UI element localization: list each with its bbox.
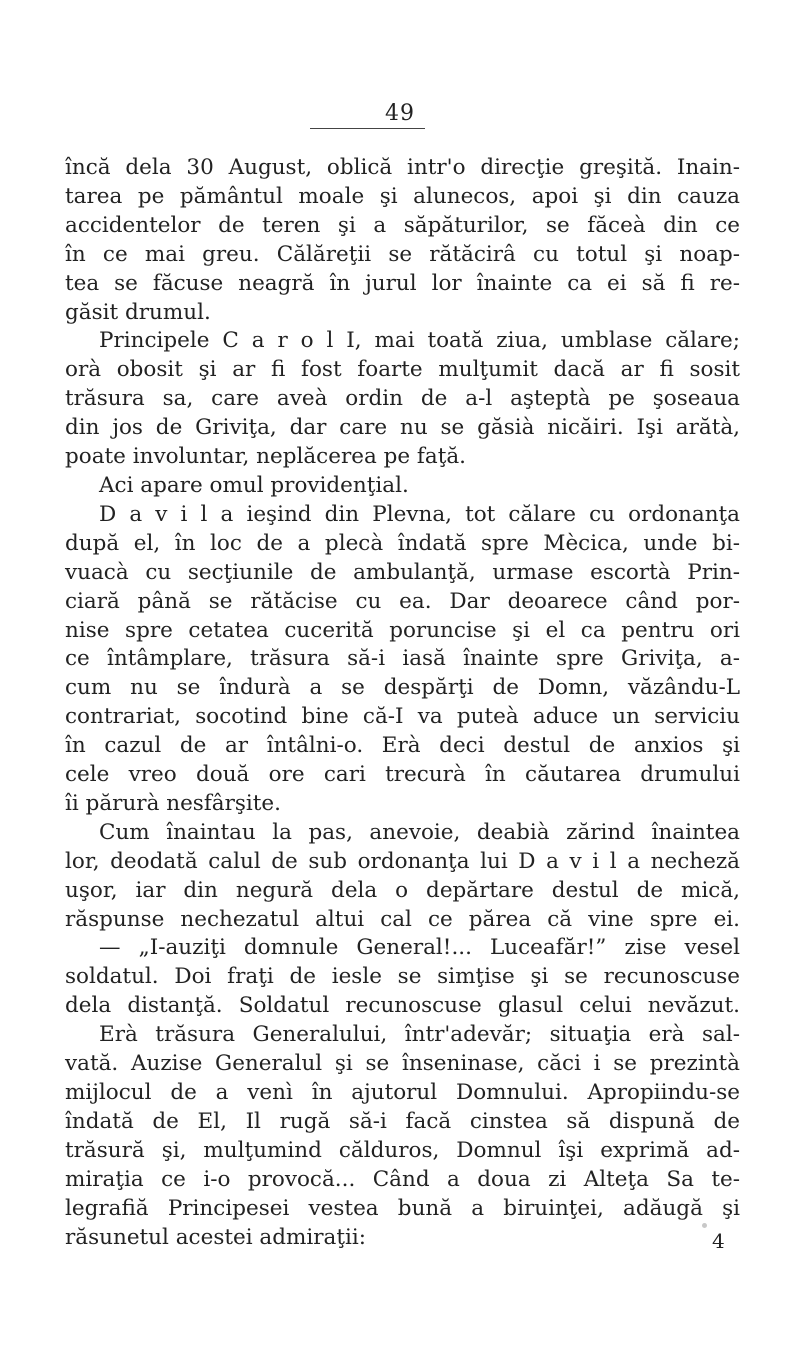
text-line: îi părurà nesfârşite. [65, 790, 281, 816]
text-line: răsunetul acestei admiraţii: [65, 1224, 367, 1250]
text-line: contrariat, socotind bine că-I va puteà aduce un serviciu [65, 704, 740, 730]
text-line: uşor, iar din negură dela o depărtare destul de mică, [65, 877, 740, 903]
ink-spot [702, 1223, 707, 1228]
text-line: cum nu se îndurà a se despărţi de Domn, văzându-L [65, 675, 740, 701]
text-line: tarea pe pământul moale şi alunecos, apoi şi din cauza [65, 183, 740, 209]
text-line: după el, în loc de a plecà îndată spre Mècica, unde bi- [65, 530, 740, 556]
text-line: Erà trăsura Generalului, într'adevăr; situaţia erà sal- [99, 1022, 740, 1048]
text-line: Principele C a r o l I, mai toată ziua, umblase călare; [99, 328, 740, 354]
text-line: trăsura sa, care aveà ordin de a-l aşteptà pe şoseaua [65, 386, 740, 412]
text-line: lor, deodată calul de sub ordonanţa lui D a v i l a necheză [65, 848, 740, 874]
text-line: din jos de Griviţa, dar care nu se găsià nicăiri. Işi arătà, [65, 415, 740, 441]
text-line: încă dela 30 August, oblică intr'o direcţie greşită. Inain- [65, 155, 740, 180]
text-line: poate involuntar, neplăcerea pe faţă. [65, 444, 466, 470]
text-line: accidentelor de teren şi a săpăturilor, se făceà din ce [65, 212, 740, 238]
text-line: dela distanţă. Soldatul recunoscuse glasul celui nevăzut. [65, 993, 740, 1019]
text-line: cele vreo două ore cari trecurà în căutarea drumului [65, 762, 740, 788]
text-line: vuacà cu secţiunile de ambulanţă, urmase escortà Prin- [65, 559, 740, 585]
text-line: — „I-auziţi domnule General!... Luceafăr!” zise vesel [99, 935, 740, 961]
page-number: 49 [385, 101, 415, 126]
text-line: ce întâmplare, trăsura să-i iasă înainte spre Griviţa, a- [65, 646, 740, 672]
signature-mark: 4 [712, 1229, 725, 1253]
text-line: orà obosit şi ar fi fost foarte mulţumit dacă ar fi sosit [65, 357, 740, 383]
text-line: legrafiă Principesei vestea bună a biruinţei, adăugă şi [65, 1195, 740, 1221]
text-line: răspunse nechezatul altui cal ce părea că vine spre ei. [65, 906, 740, 932]
text-line: ciară până se rătăcise cu ea. Dar deoarece când por- [65, 588, 740, 614]
body-text [65, 154, 740, 1252]
text-line: D a v i l a ieşind din Plevna, tot călare cu ordonanţa [99, 501, 740, 527]
text-line: îndată de El, Il rugă să-i facă cinstea să dispună de [65, 1108, 740, 1134]
text-line: trăsură şi, mulţumind călduros, Domnul îşi exprimă ad- [65, 1137, 740, 1163]
text-line: vată. Auzise Generalul şi se înseninase, căci i se prezintà [65, 1051, 740, 1077]
text-line: mijlocul de a venì în ajutorul Domnului. Apropiindu-se [65, 1080, 740, 1105]
text-line: în cazul de ar întâlni-o. Erà deci destul de anxios şi [65, 733, 740, 759]
text-line: tea se făcuse neagră în jurul lor înainte ca ei să fi re- [65, 270, 740, 296]
text-line: soldatul. Doi fraţi de iesle se simţise şi se recunoscuse [65, 964, 740, 990]
text-line: găsit drumul. [65, 299, 211, 325]
text-line: Cum înaintau la pas, anevoie, deabià zărind înaintea [99, 819, 740, 845]
text-line: nise spre cetatea cucerită poruncise şi el ca pentru ori [65, 617, 740, 643]
text-line: Aci apare omul providenţial. [99, 472, 409, 498]
text-line: miraţia ce i-o provocă... Când a doua zi Alteţa Sa te- [65, 1166, 740, 1192]
header-rule [310, 128, 425, 129]
text-line: în ce mai greu. Călăreţii se rătăcirâ cu totul şi noap- [65, 241, 740, 267]
